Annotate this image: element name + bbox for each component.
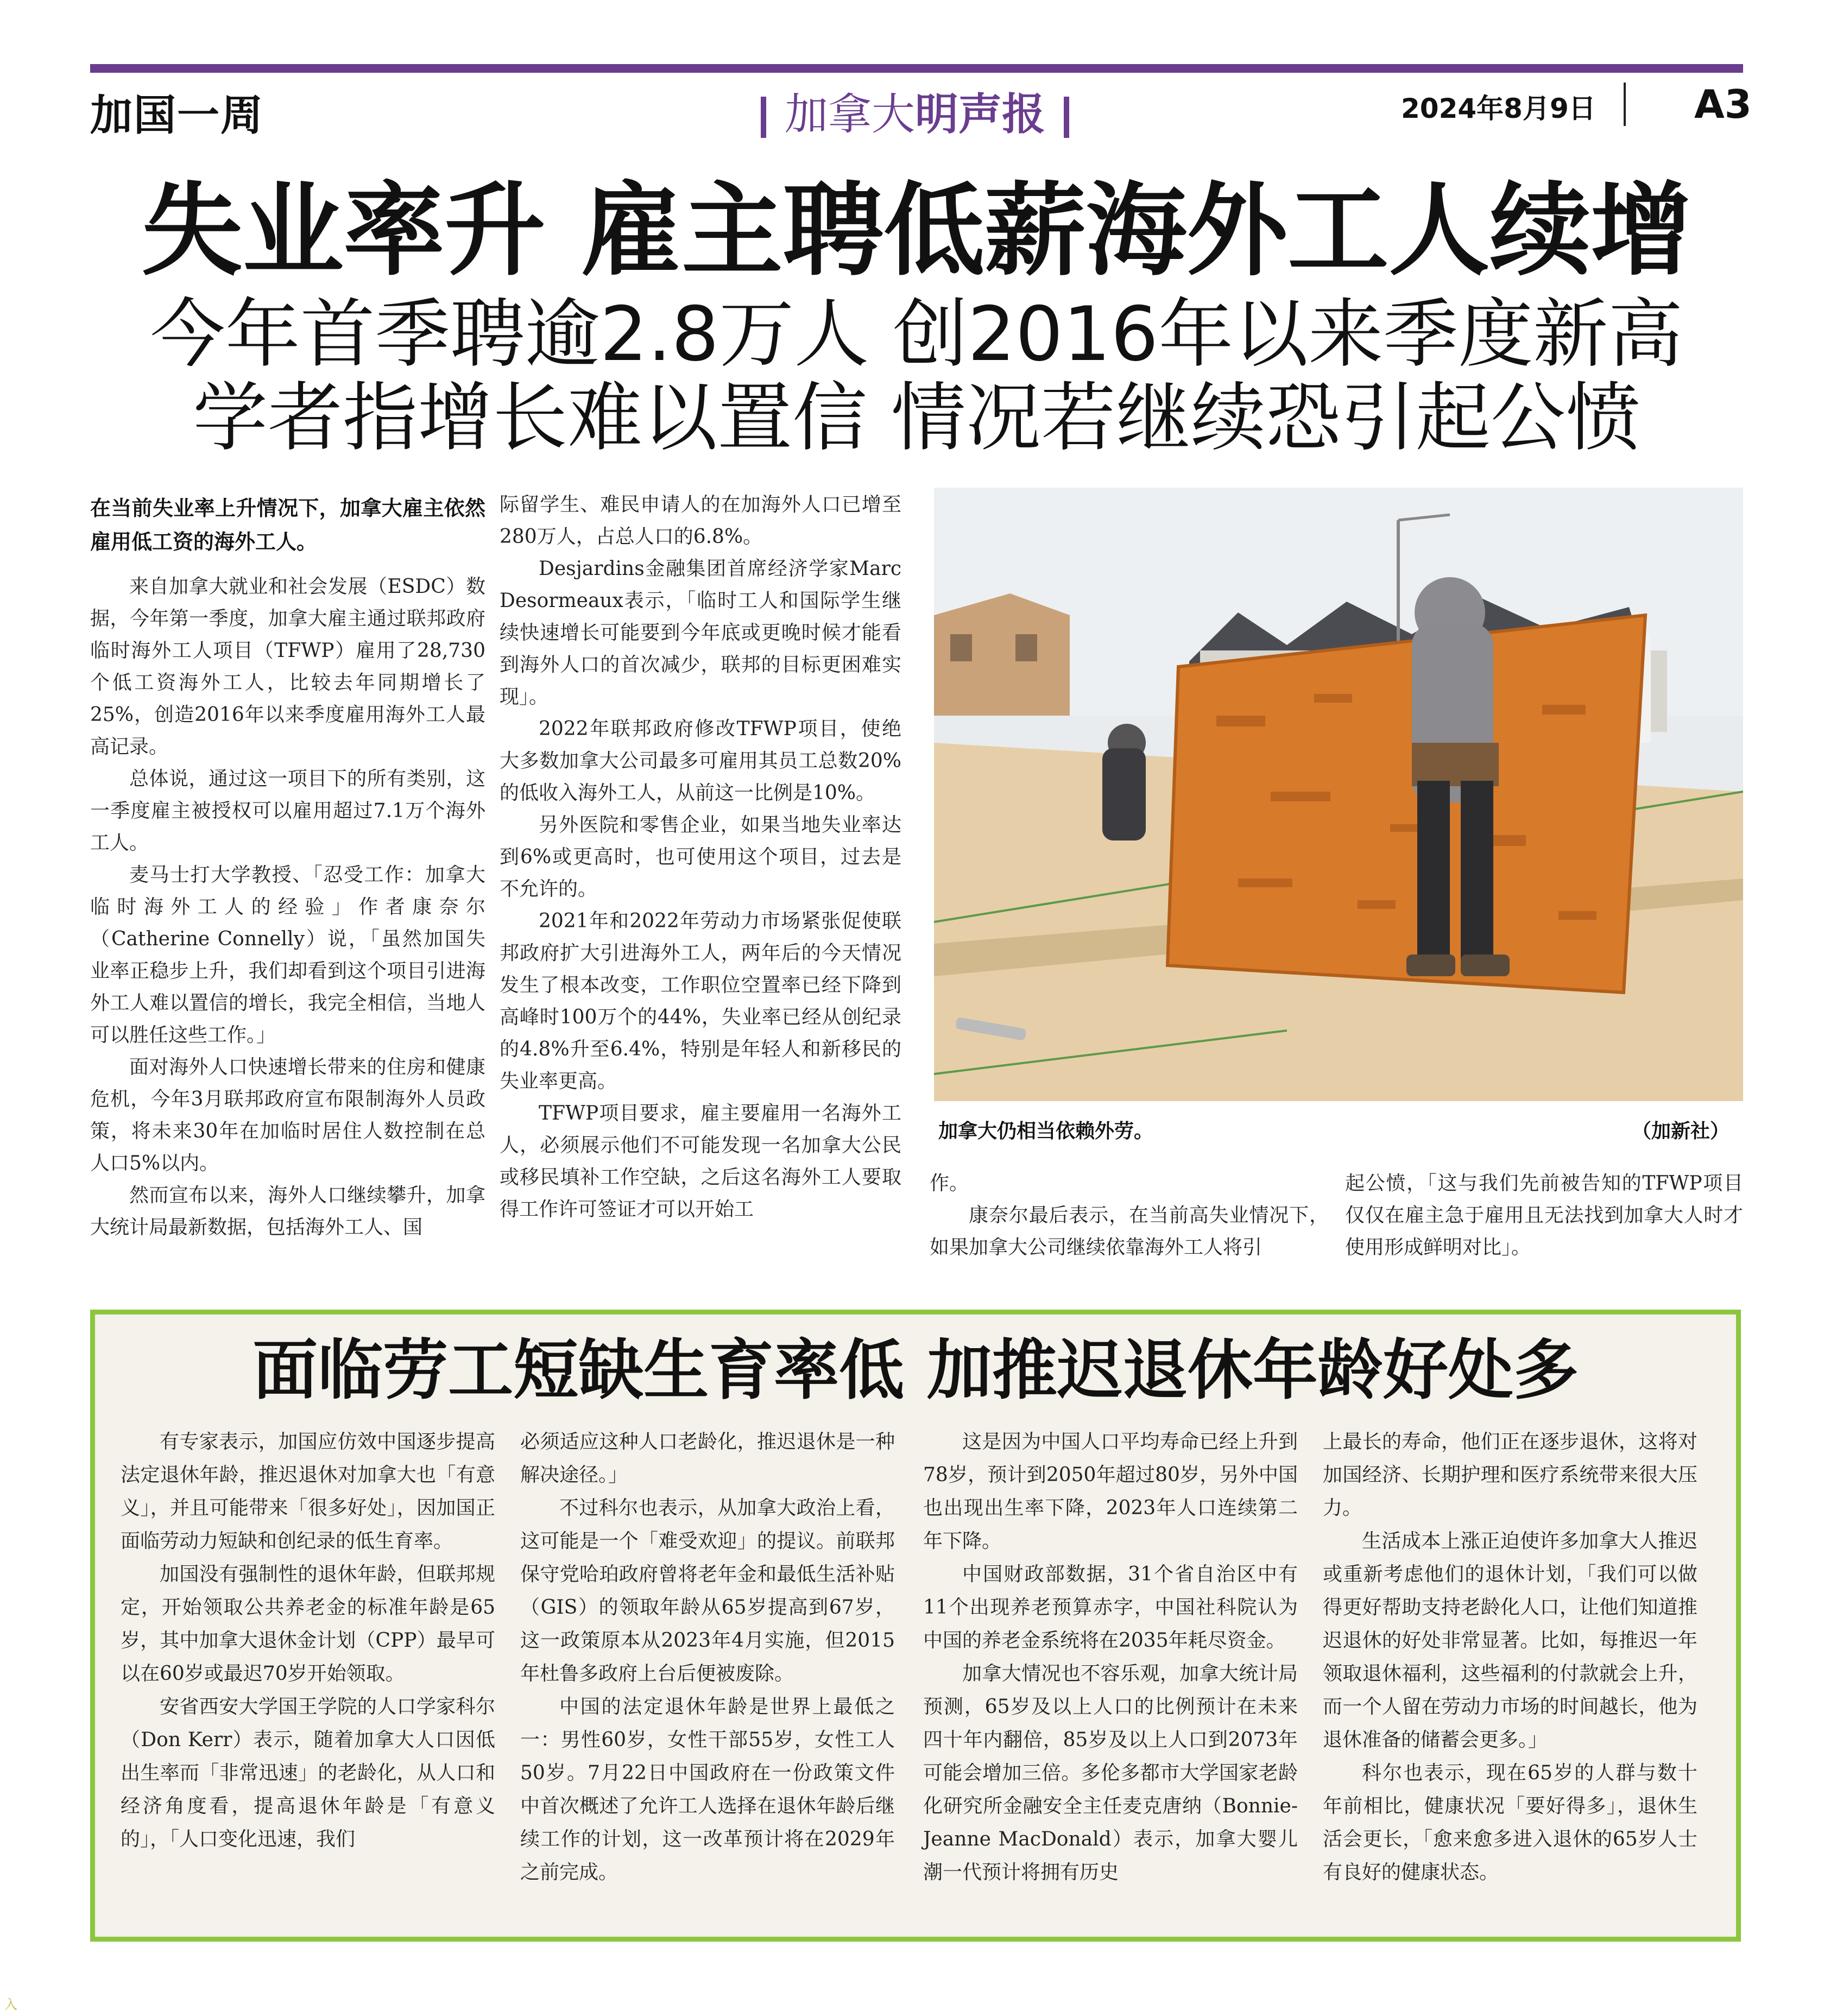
paragraph: 然而宣布以来，海外人口继续攀升，加拿大统计局最新数据，包括海外工人、国	[90, 1184, 485, 1238]
paragraph: 生活成本上涨正迫使许多加拿大人推迟或重新考虑他们的退休计划，「我们可以做得更好帮助支持老龄化人口，让他们知道推迟退休的好处非常显著。比如，每推迟一年领取退休福利，这些福利的付款就会上升，而一个人留在劳动力市场的时间越长，他为退休准备的储蓄会更多。」	[1323, 1530, 1697, 1751]
sidebar-column-1	[121, 1425, 495, 1856]
paragraph: 起公愤，「这与我们先前被告知的TFWP项目仅仅在雇主急于雇用且无法找到加拿大人时才使用形成鲜明对比」。	[1345, 1172, 1743, 1259]
article-column-4	[1345, 1167, 1743, 1263]
paragraph: 不过科尔也表示，从加拿大政治上看，这可能是一个「难受欢迎」的提议。前联邦保守党哈珀政府曾将老年金和最低生活补贴（GIS）的领取年龄从65岁提高到67岁，这一政策原本从2023年4月实施，但2015年杜鲁多政府上台后便被废除。	[520, 1497, 895, 1685]
paragraph: 这是因为中国人口平均寿命已经上升到78岁，预计到2050年超过80岁，另外中国也出现出生率下降，2023年人口连续第二年下降。	[923, 1431, 1298, 1552]
paragraph: 面对海外人口快速增长带来的住房和健康危机，今年3月联邦政府宣布限制海外人员政策，将未来30年在加临时居住人数控制在总人口5%以内。	[90, 1056, 485, 1174]
page-number: A3	[1694, 81, 1752, 127]
article-column-1	[90, 491, 485, 1243]
paragraph: 安省西安大学国王学院的人口学家科尔（Don Kerr）表示，随着加拿大人口因低出生率而「非常迅速」的老龄化，从人口和经济角度看，提高退休年龄是「有意义的」，「人口变化迅速，我们	[121, 1696, 495, 1850]
sidebar-column-3	[923, 1425, 1298, 1889]
paragraph: 必须适应这种人口老龄化，推迟退休是一种解决途径。」	[520, 1431, 895, 1486]
paragraph: 加国没有强制性的退休年龄，但联邦规定，开始领取公共养老金的标准年龄是65岁，其中加拿大退休金计划（CPP）最早可以在60岁或最迟70岁开始领取。	[121, 1563, 495, 1685]
paragraph: 有专家表示，加国应仿效中国逐步提高法定退休年龄，推迟退休对加拿大也「有意义」，并且可能带来「很多好处」，因加国正面临劳动力短缺和创纪录的低生育率。	[121, 1431, 495, 1552]
article-column-2	[500, 489, 901, 1225]
masthead-bold: 明声报	[915, 89, 1045, 140]
paragraph: 加拿大情况也不容乐观，加拿大统计局预测，65岁及以上人口的比例预计在未来四十年内翻倍，85岁及以上人口到2073年可能会增加三倍。多伦多都市大学国家老龄化研究所金融安全主任麦克唐纳（Bonnie-Jeanne MacDonald）表示，加拿大婴儿潮一代预计将拥有历史	[923, 1663, 1298, 1884]
paragraph: 际留学生、难民申请人的在加海外人口已增至280万人，占总人口的6.8%。	[500, 494, 901, 548]
sidebar-column-4	[1323, 1425, 1697, 1889]
masthead-divider-icon	[761, 97, 766, 138]
paragraph: 另外医院和零售企业，如果当地失业率达到6%或更高时，也可使用这个项目，过去是不允许的。	[500, 814, 901, 900]
masthead	[739, 79, 1091, 140]
paragraph: 2022年联邦政府修改TFWP项目，使绝大多数加拿大公司最多可雇用其员工总数20%的低收入海外工人，从前这一比例是10%。	[500, 718, 901, 804]
sidebar-article-title: 面临劳工短缺生育率低 加推迟退休年龄好处多	[253, 1333, 1579, 1408]
news-photo	[934, 488, 1743, 1101]
paragraph: 中国的法定退休年龄是世界上最低之一：男性60岁，女性干部55岁，女性工人50岁。7月22日中国政府在一份政策文件中首次概述了允许工人选择在退休年龄后继续工作的计划，这一改革预计将在2029年之前完成。	[520, 1696, 895, 1884]
headline: 失业率升 雇主聘低薪海外工人续增	[141, 172, 1692, 289]
paragraph: 科尔也表示，现在65岁的人群与数十年前相比，健康状况「要好得多」，退休生活会更长，「愈来愈多进入退休的65岁人士有良好的健康状态。	[1323, 1762, 1697, 1884]
photo-credit: （加新社）	[1632, 1120, 1730, 1142]
section-name: 加国一周	[90, 91, 264, 140]
masthead-divider-icon	[1064, 97, 1069, 138]
paragraph: 中国财政部数据，31个省自治区中有11个出现养老预算赤字，中国社科院认为中国的养老金系统将在2035年耗尽资金。	[923, 1563, 1298, 1652]
paragraph: 上最长的寿命，他们正在逐步退休，这将对加国经济、长期护理和医疗系统带来很大压力。	[1323, 1431, 1697, 1519]
sidebar-column-2	[520, 1425, 895, 1889]
date-divider	[1624, 83, 1626, 126]
corner-mark: 入	[4, 1997, 17, 2012]
masthead-light: 加拿大	[785, 89, 915, 140]
issue-date: 2024年8月9日	[1401, 93, 1596, 124]
paragraph: 总体说，通过这一项目下的所有类别，这一季度雇主被授权可以雇用超过7.1万个海外工人。	[90, 768, 485, 854]
paragraph: 康奈尔最后表示，在当前高失业情况下，如果加拿大公司继续依靠海外工人将引	[930, 1204, 1329, 1259]
article-lead: 在当前失业率上升情况下，加拿大雇主依然雇用低工资的海外工人。	[90, 496, 485, 554]
paragraph: 2021年和2022年劳动力市场紧张促使联邦政府扩大引进海外工人，两年后的今天情况发生了根本改变，工作职位空置率已经下降到高峰时100万个的44%，失业率已经从创纪录的4.8%升至6.4%，特别是年轻人和新移民的失业率更高。	[500, 910, 901, 1092]
top-rule	[90, 64, 1743, 73]
paragraph: 来自加拿大就业和社会发展（ESDC）数据，今年第一季度，加拿大雇主通过联邦政府临时海外工人项目（TFWP）雇用了28,730个低工资海外工人，比较去年同期增长了25%，创造2016年以来季度雇用海外工人最高记录。	[90, 576, 485, 758]
paragraph: 麦马士打大学教授、「忍受工作：加拿大临时海外工人的经验」作者康奈尔（Catherine Connelly）说，「虽然加国失业率正稳步上升，我们却看到这个项目引进海外工人难以置信的增长，我完全相信，当地人可以胜任这些工作。」	[90, 864, 485, 1046]
subheadline-1: 今年首季聘逾2.8万人 创2016年以来季度新高	[150, 290, 1683, 378]
paragraph: Desjardins金融集团首席经济学家Marc Desormeaux表示，「临时工人和国际学生继续快速增长可能要到今年底或更晚时候才能看到海外人口的首次减少，联邦的目标更困难实现」。	[500, 558, 901, 708]
subheadline-2: 学者指增长难以置信 情况若继续恐引起公愤	[193, 374, 1640, 462]
photo-caption: 加拿大仍相当依赖外劳。	[938, 1120, 1154, 1142]
article-column-3	[930, 1167, 1329, 1263]
paragraph: TFWP项目要求，雇主要雇用一名海外工人，必须展示他们不可能发现一名加拿大公民或移民填补工作空缺，之后这名海外工人要取得工作许可签证才可以开始工	[500, 1102, 901, 1221]
paragraph: 作。	[930, 1172, 969, 1195]
